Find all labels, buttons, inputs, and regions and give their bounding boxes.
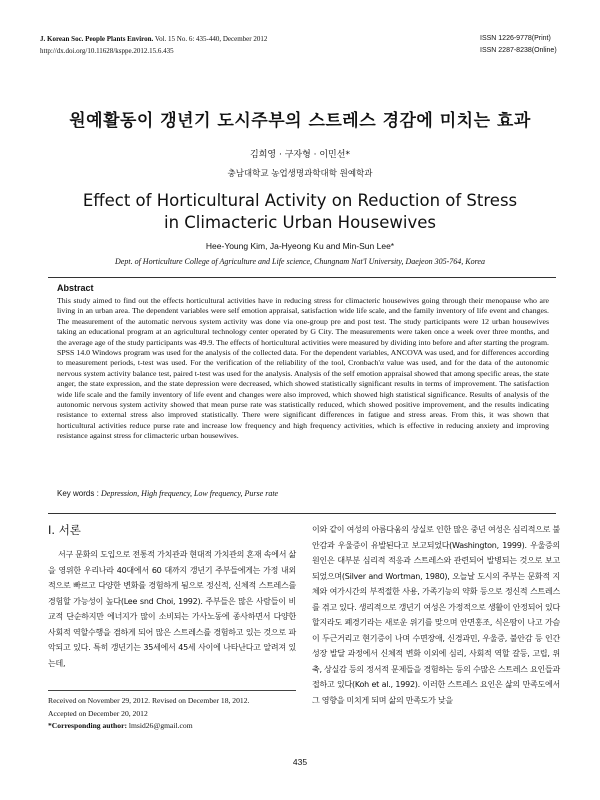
body-paragraph-left: 서구 문화의 도입으로 전통적 가치관과 현대적 가치관의 혼재 속에서 삶을 영위한 우리나라 40대에서 60 대까지 갱년기 주부들에게는 가정 내외적으로 빠르고 다양한 변화를 경험하게 됨으로 정신적, 신체적 스트레스를 경험할 가능성이 높다(Lee snd Choi, 1992). 주부들은 많은 사람들이 비교적 단순하지만 에너지가 많이 소비되는 가사노동에 종사하면서 다양한 사회적 역할수행을 겸하게 되어 많은 스트레스를 경험하고 있는 것으로 파악되고 있다. 특히 갱년기는 35세에서 45세 사이에 나타난다고 알려져 있는데,	[48, 550, 296, 668]
korean-title: 원예활동이 갱년기 도시주부의 스트레스 경감에 미치는 효과	[69, 111, 531, 131]
abstract-text: This study aimed to find out the effects horticultural activities have in reducing stress for climacteric housewives going through their menopause who are living in an urban area. The dependent variables were self emotion appraisal, satisfaction wide life scale, and the family inventory of life event and changes. The measurement of the automatic nervous system activity was done via one-group pre and post test. The study participants were 12 urban housewives taking an educational program at an agricultural technology center operated by G City. The measurements were taken once a week over three months, and the average age of the study participants was 49.9. The effects of horticultural activities were measured by dividing into before and after starting the program. SPSS 14.0 Windows program was used for the analysis of the collected data. For the dependent variables, ANCOVA was used, and for differences according to measurement periods, t-test was used. For the verification of the reliability of the tool, Cronbach'α value was used, and for the data of the autonomic nervous system activity balance test, paired t-test was used for the analysis. Analysis of the self emotion appraisal showed that among specific areas, the state anger, the state expression, and the state depression were decreased, which showed statistically significant results in terms of improvement. The satisfaction wide life scale and the family inventory of life event and changes were also improved, which showed high statistical significance. Results of analysis of the autonomic nervous system activity showed that mean purse rate was statistically reduced, which showed positive improvement, and the results indicating resistance to external stress also improved statistically. There were significant differences in fatigue and stress areas. From this, it was shown that horticultural activities reduce purse rate and increase low frequency and high frequency activities, which is effective in reducing anxiety and improving resistance against stress for climacteric urban housewives.	[57, 296, 549, 441]
body-column-left	[48, 547, 296, 671]
english-title-line-2: in Climacteric Urban Housewives	[164, 213, 436, 232]
received-date: Received on November 29, 2012. Revised on December 18, 2012.	[48, 696, 250, 705]
english-title	[0, 190, 600, 234]
keywords-line	[57, 489, 549, 498]
korean-affiliation: 충남대학교 농업생명과학대학 원예학과	[227, 169, 373, 179]
english-title-line-1: Effect of Horticultural Activity on Reduction of Stress	[82, 191, 518, 210]
footnote-divider	[48, 690, 296, 691]
doi-link[interactable]: http://dx.doi.org/10.11628/ksppe.2012.15.6.435	[40, 47, 174, 55]
page-number: 435	[292, 757, 308, 767]
journal-citation: Vol. 15 No. 6: 435-440, December 2012	[153, 35, 268, 43]
keywords-label: Key words :	[57, 489, 102, 498]
english-affiliation: Dept. of Horticulture College of Agriculture and Life science, Chungnam Nat'l University, Daejeon 305-764, Korea	[115, 257, 485, 266]
issn-online: ISSN 2287-8238(Online)	[480, 47, 557, 54]
english-authors: Hee-Young Kim, Ja-Hyeong Ku and Min-Sun Lee*	[205, 241, 395, 251]
issn-block	[480, 33, 557, 57]
body-column-right	[312, 522, 560, 708]
issn-print: ISSN 1226-9778(Print)	[480, 35, 551, 42]
corresponding-label: *Corresponding author:	[48, 721, 129, 730]
body-paragraph-right: 이와 같이 여성의 아름다움의 상실로 인한 많은 중년 여성은 심리적으로 불안감과 우울증이 유발된다고 보고되었다(Washington, 1999). 우울증의 원인은 대부분 심리적 적응과 스트레스와 관련되어 발병되는 것으로 보고되었으며(Silver and Wortman, 1980), 오늘날 도시의 주부는 문화적 지체와 여가시간의 부적절한 사용, 가족기능의 약화 등으로 정신적 스트레스를 겪고 있다. 생리적으로 갱년기 여성은 가정적으로 생활이 안정되어 있다 할지라도 폐경기라는 새로운 위기를 맞으며 안면홍조, 식은땀이 나고 가슴이 두근거리고 현기증이 나며 수면장애, 신경과민, 우울증, 불안감 등 인간 성장 발달 과정에서 신체적 변화 이외에 심리, 사회적 역할 갈등, 고립, 위축, 상실감 등의 정서적 문제들을 경험하는 등의 수많은 스트레스 요인들과 접하고 있다(Koh et al., 1992). 이러한 스트레스 요인은 삶의 만족도에서 그 영향을 미치게 되며 삶의 만족도가 낮을	[312, 525, 560, 705]
corresponding-email[interactable]: lmsid26@gmail.com	[128, 721, 193, 730]
journal-name: J. Korean Soc. People Plants Environ.	[40, 35, 154, 43]
accepted-date: Accepted on December 20, 2012	[48, 708, 148, 718]
journal-header	[40, 33, 267, 57]
korean-authors: 김희영 · 구자형 · 이민선*	[250, 150, 350, 160]
abstract-heading: Abstract	[57, 283, 94, 293]
keywords-list: Depression, High frequency, Low frequency, Purse rate	[101, 489, 279, 498]
corresponding-author	[48, 720, 298, 733]
footnotes	[48, 695, 298, 733]
section-title: I. 서론	[48, 523, 81, 537]
